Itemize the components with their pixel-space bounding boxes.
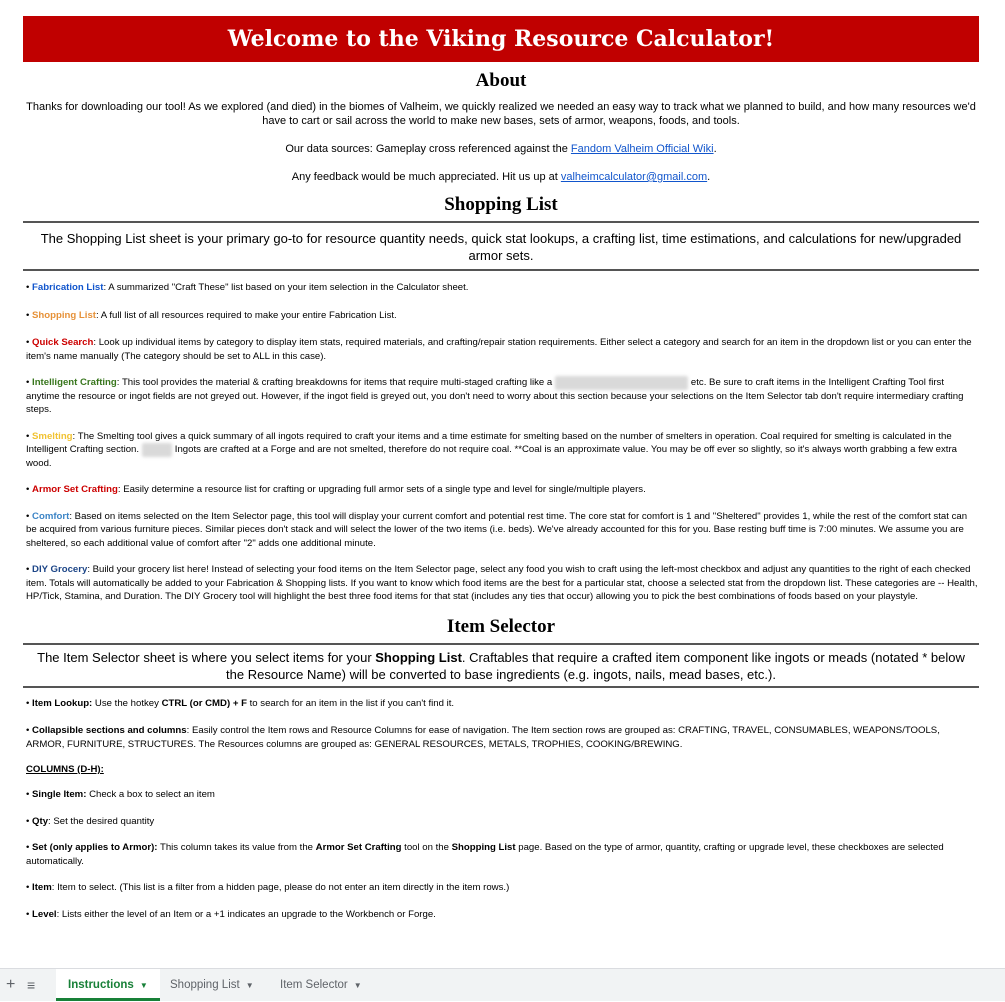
item-selector-heading: Item Selector (446, 615, 556, 637)
about-intro: Thanks for downloading our tool! As we explored (and died) in the biomes of Valheim, we quickly realized we needed an easy way to track what we planned to build, and how many resources we'd have to cart or sail across the world to make new bases, sets of armor, weapons, foods, and tools. (26, 101, 976, 127)
columns-heading: COLUMNS (D-H): (26, 764, 104, 775)
banner-title: Welcome to the Viking Resource Calculator! (227, 26, 775, 52)
shopping-list-heading: Shopping List (444, 194, 558, 215)
feedback-email-link[interactable]: valheimcalculator@gmail.com (560, 171, 708, 183)
list-item: • Item: Item to select. (This list is a filter from a hidden page, please do not enter an item directly in the item rows.) (26, 882, 510, 893)
tab-shopping-list[interactable] (158, 969, 266, 1001)
tab-label: Shopping List (170, 979, 240, 991)
list-item: • Collapsible sections and columns: Easily control the Item rows and Resource Columns for ease of navigation. The Item section rows are grouped as: CRAFTING, TRAVEL, CONSUMABLES, WEAPONS/TOOLS, ARMOR, FURNITURE, STRUCTURES. The Resources columns are grouped as: GENERAL RESOURCES, METALS, TROPHIES, COOKING/BREWING. (26, 725, 940, 750)
list-item: • Qty: Set the desired quantity (26, 815, 155, 827)
tab-instructions[interactable] (56, 969, 160, 1001)
fandom-wiki-link[interactable]: Fandom Valheim Official Wiki (570, 143, 714, 155)
list-item: • Shopping List: A full list of all resources required to make your entire Fabrication List. (26, 309, 397, 321)
caret-down-icon[interactable]: ▼ (139, 981, 148, 990)
shopping-list-intro: The Shopping List sheet is your primary go-to for resource quantity needs, quick stat lookups, a crafting list, time estimations, and calculations for new/upgraded armor sets. (40, 231, 962, 263)
list-item: • Level: Lists either the level of an Item or a +1 indicates an upgrade to the Workbench or Forge. (26, 908, 436, 920)
list-item: • Quick Search: Look up individual items by category to display item stats, required materials, and crafting/repair station requirements. Either select a category and search for an item in the dropdown list or you can enter the item's name manually (The category should be set to ALL in this case). (26, 337, 972, 362)
feedback-line: Any feedback would be much appreciated. Hit us up at valheimcalculator@gmail.com. (291, 171, 711, 183)
list-item: • DIY Grocery: Build your grocery list here! Instead of selecting your food items on the Item Selector page, select any food you wish to craft using the left-most checkbox and adjust any quantities to the right of each checked item. Totals will automatically be added to your Fabrication & Shopping lists. If you want to know which food items are the best for a particular stat, choose a selected stat from the dropdown list. These categories are -- Health, HP/Tick, Stamina, and Duration. The DIY Grocery tool will highlight the best three food items for that stat (includes any ties that occur) allowing you to pick the best combinations of foods based on your playstyle. (26, 564, 978, 602)
sheet-tab-bar (0, 968, 1005, 1001)
list-item: • Item Lookup: Use the hotkey CTRL (or CMD) + F to search for an item in the list if you can't find it. (26, 697, 455, 709)
sheet-list-icon[interactable]: ≡ (27, 977, 36, 993)
divider (23, 269, 979, 271)
divider (23, 221, 979, 223)
instructions-content (23, 62, 979, 921)
blurred-text (142, 443, 172, 457)
tab-item-selector[interactable] (268, 969, 374, 1001)
divider (23, 686, 979, 688)
tab-label: Item Selector (280, 979, 348, 991)
list-item: • Single Item: Check a box to select an item (26, 789, 215, 800)
data-sources-line: Our data sources: Gameplay cross referenced against the Fandom Valheim Official Wiki. (285, 143, 717, 155)
list-item: • Intelligent Crafting: This tool provides the material & crafting breakdowns for items that require multi-staged crafting like a etc. Be sure to craft items in the Intelligent Crafting Tool first anytime the resource or ingot fields are not greyed out. However, if the ingot field is greyed out, you don't need to worry about this section because your selections on the Item Selector tab don't require intermediary crafting steps. (26, 377, 964, 415)
list-item: • Fabrication List: A summarized "Craft These" list based on your item selection in the Calculator sheet. (26, 282, 469, 293)
list-item: • Armor Set Crafting: Easily determine a resource list for crafting or upgrading full armor sets of a single type and level for single/multiple players. (26, 484, 646, 495)
list-item: • Smelting: The Smelting tool gives a quick summary of all ingots required to craft your items and a time estimate for smelting based on the number of smelters in operation. Coal required for smelting is calculated in the Intelligent Crafting section. Ingots are crafted at a Forge and are not smelted, therefore do not require coal. **Coal is an approximate value. You may be off ever so slightly, so it's always worth grabbing a few extra wood. (26, 430, 958, 469)
tab-label: Instructions (68, 979, 134, 991)
divider (23, 643, 979, 645)
about-heading: About (475, 70, 527, 91)
plus-icon[interactable]: + (6, 976, 16, 993)
list-item: • Set (only applies to Armor): This column takes its value from the Armor Set Crafting tool on the Shopping List page. Based on the type of armor, quantity, crafting or upgrade level, these checkboxes are selected automatically. (26, 842, 944, 867)
welcome-banner (23, 16, 979, 62)
list-item: • Comfort: Based on items selected on the Item Selector page, this tool will display your current comfort and potential rest time. The core stat for comfort is 1 and "Sheltered" provides 1, while the rest of the comfort stat can be acquired from various furniture pieces. Similar pieces don't stack and will select the lower of the two items (i.e. beds). We've already accounted for this for you. Base resting buff time is 7:00 minutes. We assume you are sheltered, so each additional value of comfort after "2" adds one additional minute. (26, 510, 968, 549)
caret-down-icon[interactable]: ▼ (353, 981, 362, 990)
item-selector-intro: The Item Selector sheet is where you select items for your Shopping List. Craftables that require a crafted item component like ingots or meads (notated * below the Resource Name) will be converted to base ingredients (e.g. ingots, nails, mead bases, etc.). (37, 649, 965, 682)
blurred-text (555, 376, 688, 390)
caret-down-icon[interactable]: ▼ (245, 981, 254, 990)
